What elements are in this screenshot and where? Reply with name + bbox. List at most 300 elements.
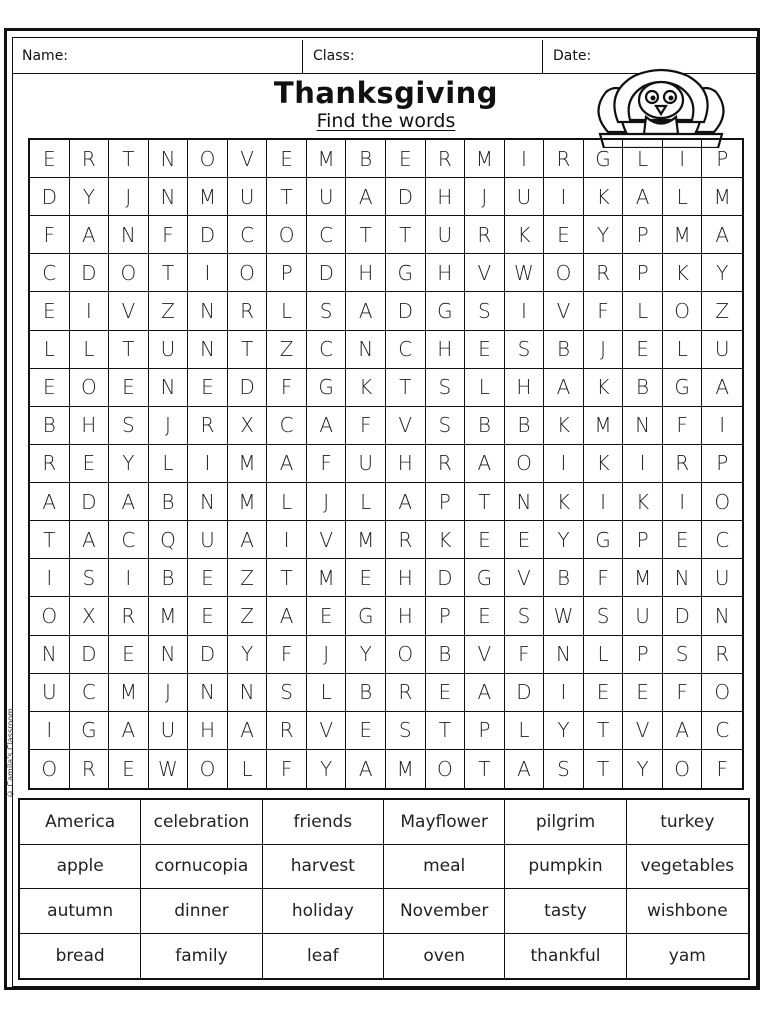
grid-letter[interactable]: E <box>109 369 149 407</box>
grid-letter[interactable]: A <box>346 750 386 788</box>
grid-letter[interactable]: V <box>386 407 426 445</box>
grid-letter[interactable]: I <box>267 521 307 559</box>
grid-letter[interactable]: L <box>307 674 347 712</box>
grid-letter[interactable]: K <box>544 407 584 445</box>
grid-letter[interactable]: N <box>544 636 584 674</box>
grid-letter[interactable]: N <box>188 483 228 521</box>
grid-letter[interactable]: I <box>544 178 584 216</box>
grid-letter[interactable]: F <box>346 407 386 445</box>
grid-letter[interactable]: N <box>346 331 386 369</box>
grid-letter[interactable]: W <box>544 597 584 635</box>
grid-letter[interactable]: N <box>149 178 189 216</box>
grid-letter[interactable]: Y <box>584 216 624 254</box>
grid-letter[interactable]: K <box>623 483 663 521</box>
grid-letter[interactable]: E <box>505 521 545 559</box>
grid-letter[interactable]: R <box>188 407 228 445</box>
grid-letter[interactable]: V <box>228 140 268 178</box>
grid-letter[interactable]: S <box>426 407 466 445</box>
grid-letter[interactable]: E <box>386 140 426 178</box>
grid-letter[interactable]: B <box>505 407 545 445</box>
grid-letter[interactable]: E <box>267 140 307 178</box>
grid-letter[interactable]: J <box>307 483 347 521</box>
grid-letter[interactable]: V <box>307 521 347 559</box>
grid-letter[interactable]: Y <box>70 178 110 216</box>
grid-letter[interactable]: B <box>426 636 466 674</box>
grid-letter[interactable]: E <box>465 597 505 635</box>
grid-letter[interactable]: E <box>465 521 505 559</box>
grid-letter[interactable]: S <box>386 712 426 750</box>
grid-letter[interactable]: L <box>663 331 703 369</box>
grid-letter[interactable]: G <box>663 369 703 407</box>
grid-letter[interactable]: R <box>386 674 426 712</box>
grid-letter[interactable]: K <box>584 445 624 483</box>
grid-letter[interactable]: T <box>109 331 149 369</box>
grid-letter[interactable]: U <box>346 445 386 483</box>
grid-letter[interactable]: M <box>228 445 268 483</box>
grid-letter[interactable]: H <box>188 712 228 750</box>
grid-letter[interactable]: P <box>623 216 663 254</box>
grid-letter[interactable]: R <box>426 140 466 178</box>
grid-letter[interactable]: M <box>307 140 347 178</box>
grid-letter[interactable]: J <box>109 178 149 216</box>
grid-letter[interactable]: C <box>307 331 347 369</box>
grid-letter[interactable]: A <box>465 674 505 712</box>
grid-letter[interactable]: N <box>149 636 189 674</box>
grid-letter[interactable]: V <box>465 636 505 674</box>
grid-letter[interactable]: I <box>544 445 584 483</box>
word-search-grid[interactable] <box>28 138 744 790</box>
grid-letter[interactable]: K <box>584 178 624 216</box>
grid-letter[interactable]: N <box>188 331 228 369</box>
grid-letter[interactable]: N <box>702 597 742 635</box>
grid-letter[interactable]: E <box>663 521 703 559</box>
grid-letter[interactable]: T <box>426 712 466 750</box>
grid-letter[interactable]: Z <box>702 292 742 330</box>
grid-letter[interactable]: A <box>267 445 307 483</box>
grid-letter[interactable]: F <box>267 369 307 407</box>
grid-letter[interactable]: E <box>307 597 347 635</box>
grid-letter[interactable]: O <box>505 445 545 483</box>
grid-letter[interactable]: V <box>465 254 505 292</box>
grid-letter[interactable]: M <box>386 750 426 788</box>
grid-letter[interactable]: I <box>663 140 703 178</box>
grid-letter[interactable]: V <box>109 292 149 330</box>
grid-letter[interactable]: O <box>426 750 466 788</box>
grid-letter[interactable]: E <box>346 559 386 597</box>
grid-letter[interactable]: V <box>623 712 663 750</box>
grid-letter[interactable]: S <box>109 407 149 445</box>
grid-letter[interactable]: A <box>228 521 268 559</box>
grid-letter[interactable]: F <box>30 216 70 254</box>
grid-letter[interactable]: I <box>505 292 545 330</box>
grid-letter[interactable]: F <box>584 559 624 597</box>
grid-letter[interactable]: Y <box>623 750 663 788</box>
grid-letter[interactable]: D <box>30 178 70 216</box>
grid-letter[interactable]: J <box>149 674 189 712</box>
grid-letter[interactable]: O <box>702 674 742 712</box>
grid-letter[interactable]: N <box>505 483 545 521</box>
grid-letter[interactable]: S <box>505 597 545 635</box>
grid-letter[interactable]: M <box>346 521 386 559</box>
grid-letter[interactable]: A <box>228 712 268 750</box>
grid-letter[interactable]: A <box>267 597 307 635</box>
grid-letter[interactable]: T <box>584 712 624 750</box>
grid-letter[interactable]: O <box>109 254 149 292</box>
grid-letter[interactable]: M <box>149 597 189 635</box>
name-field[interactable] <box>12 40 302 74</box>
grid-letter[interactable]: M <box>663 216 703 254</box>
grid-letter[interactable]: P <box>702 140 742 178</box>
grid-letter[interactable]: L <box>623 292 663 330</box>
grid-letter[interactable]: A <box>70 521 110 559</box>
grid-letter[interactable]: Z <box>228 597 268 635</box>
grid-letter[interactable]: C <box>30 254 70 292</box>
grid-letter[interactable]: N <box>109 216 149 254</box>
grid-letter[interactable]: N <box>623 407 663 445</box>
grid-letter[interactable]: U <box>623 597 663 635</box>
grid-letter[interactable]: F <box>663 407 703 445</box>
grid-letter[interactable]: D <box>188 636 228 674</box>
grid-letter[interactable]: E <box>584 674 624 712</box>
grid-letter[interactable]: I <box>188 254 228 292</box>
grid-letter[interactable]: R <box>109 597 149 635</box>
grid-letter[interactable]: G <box>70 712 110 750</box>
grid-letter[interactable]: L <box>465 369 505 407</box>
grid-letter[interactable]: V <box>505 559 545 597</box>
grid-letter[interactable]: K <box>584 369 624 407</box>
grid-letter[interactable]: A <box>702 216 742 254</box>
grid-letter[interactable]: L <box>346 483 386 521</box>
grid-letter[interactable]: U <box>505 178 545 216</box>
grid-letter[interactable]: A <box>70 216 110 254</box>
grid-letter[interactable]: S <box>584 597 624 635</box>
grid-letter[interactable]: D <box>386 178 426 216</box>
grid-letter[interactable]: E <box>70 445 110 483</box>
grid-letter[interactable]: A <box>109 712 149 750</box>
grid-letter[interactable]: S <box>663 636 703 674</box>
grid-letter[interactable]: F <box>267 750 307 788</box>
grid-letter[interactable]: F <box>307 445 347 483</box>
grid-letter[interactable]: H <box>386 597 426 635</box>
grid-letter[interactable]: L <box>663 178 703 216</box>
grid-letter[interactable]: U <box>702 559 742 597</box>
grid-letter[interactable]: L <box>584 636 624 674</box>
grid-letter[interactable]: M <box>623 559 663 597</box>
grid-letter[interactable]: E <box>30 369 70 407</box>
grid-letter[interactable]: O <box>702 483 742 521</box>
grid-letter[interactable]: B <box>346 674 386 712</box>
grid-letter[interactable]: Z <box>228 559 268 597</box>
grid-letter[interactable]: L <box>30 331 70 369</box>
grid-letter[interactable]: A <box>544 369 584 407</box>
grid-letter[interactable]: S <box>465 292 505 330</box>
grid-letter[interactable]: M <box>702 178 742 216</box>
grid-letter[interactable]: K <box>346 369 386 407</box>
grid-letter[interactable]: E <box>188 559 228 597</box>
grid-letter[interactable]: R <box>267 712 307 750</box>
grid-letter[interactable]: F <box>149 216 189 254</box>
grid-letter[interactable]: O <box>663 750 703 788</box>
grid-letter[interactable]: T <box>149 254 189 292</box>
grid-letter[interactable]: U <box>426 216 466 254</box>
grid-letter[interactable]: M <box>109 674 149 712</box>
grid-letter[interactable]: E <box>30 292 70 330</box>
grid-letter[interactable]: L <box>228 750 268 788</box>
grid-letter[interactable]: C <box>109 521 149 559</box>
grid-letter[interactable]: E <box>544 216 584 254</box>
grid-letter[interactable]: O <box>267 216 307 254</box>
grid-letter[interactable]: T <box>267 178 307 216</box>
grid-letter[interactable]: T <box>465 483 505 521</box>
grid-letter[interactable]: S <box>505 331 545 369</box>
grid-letter[interactable]: H <box>505 369 545 407</box>
grid-letter[interactable]: D <box>70 636 110 674</box>
grid-letter[interactable]: M <box>307 559 347 597</box>
grid-letter[interactable]: A <box>346 178 386 216</box>
grid-letter[interactable]: F <box>505 636 545 674</box>
grid-letter[interactable]: I <box>30 559 70 597</box>
grid-letter[interactable]: E <box>426 674 466 712</box>
grid-letter[interactable]: T <box>346 216 386 254</box>
grid-letter[interactable]: G <box>584 521 624 559</box>
grid-letter[interactable]: G <box>584 140 624 178</box>
grid-letter[interactable]: S <box>70 559 110 597</box>
grid-letter[interactable]: Y <box>544 712 584 750</box>
grid-letter[interactable]: H <box>70 407 110 445</box>
grid-letter[interactable]: K <box>505 216 545 254</box>
grid-letter[interactable]: A <box>307 407 347 445</box>
grid-letter[interactable]: E <box>188 597 228 635</box>
grid-letter[interactable]: B <box>149 559 189 597</box>
grid-letter[interactable]: H <box>426 254 466 292</box>
grid-letter[interactable]: E <box>623 674 663 712</box>
grid-letter[interactable]: I <box>188 445 228 483</box>
grid-letter[interactable]: I <box>505 140 545 178</box>
grid-letter[interactable]: T <box>30 521 70 559</box>
grid-letter[interactable]: U <box>149 331 189 369</box>
grid-letter[interactable]: L <box>623 140 663 178</box>
grid-letter[interactable]: J <box>465 178 505 216</box>
grid-letter[interactable]: D <box>663 597 703 635</box>
grid-letter[interactable]: Z <box>149 292 189 330</box>
grid-letter[interactable]: O <box>70 369 110 407</box>
grid-letter[interactable]: B <box>544 559 584 597</box>
grid-letter[interactable]: H <box>386 559 426 597</box>
grid-letter[interactable]: O <box>30 597 70 635</box>
grid-letter[interactable]: L <box>267 483 307 521</box>
grid-letter[interactable]: R <box>426 445 466 483</box>
grid-letter[interactable]: D <box>386 292 426 330</box>
grid-letter[interactable]: F <box>584 292 624 330</box>
grid-letter[interactable]: A <box>30 483 70 521</box>
grid-letter[interactable]: B <box>623 369 663 407</box>
grid-letter[interactable]: E <box>30 140 70 178</box>
grid-letter[interactable]: E <box>109 750 149 788</box>
grid-letter[interactable]: L <box>267 292 307 330</box>
grid-letter[interactable]: L <box>505 712 545 750</box>
grid-letter[interactable]: T <box>386 216 426 254</box>
grid-letter[interactable]: C <box>702 521 742 559</box>
grid-letter[interactable]: T <box>267 559 307 597</box>
grid-letter[interactable]: U <box>149 712 189 750</box>
grid-letter[interactable]: N <box>30 636 70 674</box>
grid-letter[interactable]: P <box>623 636 663 674</box>
grid-letter[interactable]: S <box>267 674 307 712</box>
grid-letter[interactable]: D <box>307 254 347 292</box>
grid-letter[interactable]: C <box>307 216 347 254</box>
grid-letter[interactable]: Q <box>149 521 189 559</box>
grid-letter[interactable]: I <box>663 483 703 521</box>
grid-letter[interactable]: D <box>70 483 110 521</box>
grid-letter[interactable]: D <box>228 369 268 407</box>
grid-letter[interactable]: C <box>386 331 426 369</box>
grid-letter[interactable]: B <box>149 483 189 521</box>
grid-letter[interactable]: A <box>386 483 426 521</box>
grid-letter[interactable]: P <box>465 712 505 750</box>
grid-letter[interactable]: R <box>544 140 584 178</box>
grid-letter[interactable]: O <box>188 750 228 788</box>
grid-letter[interactable]: L <box>149 445 189 483</box>
grid-letter[interactable]: I <box>70 292 110 330</box>
grid-letter[interactable]: Y <box>346 636 386 674</box>
grid-letter[interactable]: K <box>663 254 703 292</box>
grid-letter[interactable]: R <box>702 636 742 674</box>
grid-letter[interactable]: A <box>109 483 149 521</box>
grid-letter[interactable]: A <box>702 369 742 407</box>
grid-letter[interactable]: L <box>70 331 110 369</box>
grid-letter[interactable]: N <box>149 369 189 407</box>
grid-letter[interactable]: G <box>426 292 466 330</box>
grid-letter[interactable]: A <box>505 750 545 788</box>
grid-letter[interactable]: I <box>30 712 70 750</box>
grid-letter[interactable]: C <box>267 407 307 445</box>
grid-letter[interactable]: S <box>307 292 347 330</box>
grid-letter[interactable]: M <box>188 178 228 216</box>
grid-letter[interactable]: R <box>584 254 624 292</box>
grid-letter[interactable]: G <box>346 597 386 635</box>
grid-letter[interactable]: N <box>188 674 228 712</box>
grid-letter[interactable]: W <box>505 254 545 292</box>
grid-letter[interactable]: A <box>465 445 505 483</box>
grid-letter[interactable]: P <box>623 521 663 559</box>
grid-letter[interactable]: T <box>584 750 624 788</box>
grid-letter[interactable]: X <box>228 407 268 445</box>
grid-letter[interactable]: J <box>584 331 624 369</box>
grid-letter[interactable]: P <box>267 254 307 292</box>
grid-letter[interactable]: H <box>386 445 426 483</box>
grid-letter[interactable]: M <box>465 140 505 178</box>
grid-letter[interactable]: R <box>30 445 70 483</box>
grid-letter[interactable]: Y <box>109 445 149 483</box>
grid-letter[interactable]: A <box>346 292 386 330</box>
grid-letter[interactable]: I <box>623 445 663 483</box>
grid-letter[interactable]: T <box>109 140 149 178</box>
grid-letter[interactable]: C <box>702 712 742 750</box>
grid-letter[interactable]: O <box>663 292 703 330</box>
grid-letter[interactable]: V <box>544 292 584 330</box>
grid-letter[interactable]: Y <box>544 521 584 559</box>
grid-letter[interactable]: U <box>307 178 347 216</box>
grid-letter[interactable]: F <box>663 674 703 712</box>
grid-letter[interactable]: H <box>426 331 466 369</box>
grid-letter[interactable]: N <box>228 674 268 712</box>
grid-letter[interactable]: E <box>188 369 228 407</box>
grid-letter[interactable]: Y <box>307 750 347 788</box>
grid-letter[interactable]: K <box>426 521 466 559</box>
grid-letter[interactable]: I <box>109 559 149 597</box>
grid-letter[interactable]: R <box>465 216 505 254</box>
grid-letter[interactable]: B <box>30 407 70 445</box>
grid-letter[interactable]: M <box>228 483 268 521</box>
grid-letter[interactable]: O <box>30 750 70 788</box>
grid-letter[interactable]: E <box>623 331 663 369</box>
grid-letter[interactable]: J <box>307 636 347 674</box>
grid-letter[interactable]: S <box>426 369 466 407</box>
grid-letter[interactable]: K <box>544 483 584 521</box>
grid-letter[interactable]: J <box>149 407 189 445</box>
grid-letter[interactable]: Y <box>702 254 742 292</box>
grid-letter[interactable]: G <box>307 369 347 407</box>
grid-letter[interactable]: W <box>149 750 189 788</box>
grid-letter[interactable]: M <box>584 407 624 445</box>
grid-letter[interactable]: P <box>426 597 466 635</box>
grid-letter[interactable]: P <box>702 445 742 483</box>
grid-letter[interactable]: N <box>149 140 189 178</box>
grid-letter[interactable]: G <box>465 559 505 597</box>
grid-letter[interactable]: B <box>346 140 386 178</box>
grid-letter[interactable]: V <box>307 712 347 750</box>
grid-letter[interactable]: T <box>465 750 505 788</box>
grid-letter[interactable]: C <box>70 674 110 712</box>
grid-letter[interactable]: F <box>716 756 728 781</box>
grid-letter[interactable]: H <box>426 178 466 216</box>
grid-letter[interactable]: A <box>663 712 703 750</box>
grid-letter[interactable]: R <box>386 521 426 559</box>
grid-letter[interactable]: H <box>346 254 386 292</box>
grid-letter[interactable]: P <box>623 254 663 292</box>
grid-letter[interactable]: D <box>426 559 466 597</box>
grid-letter[interactable]: R <box>70 750 110 788</box>
grid-letter[interactable]: C <box>228 216 268 254</box>
grid-letter[interactable]: R <box>663 445 703 483</box>
grid-letter[interactable]: O <box>544 254 584 292</box>
grid-letter[interactable]: R <box>228 292 268 330</box>
grid-letter[interactable]: U <box>702 331 742 369</box>
grid-letter[interactable]: I <box>702 407 742 445</box>
grid-letter[interactable]: D <box>505 674 545 712</box>
class-field[interactable] <box>302 40 542 74</box>
grid-letter[interactable]: A <box>623 178 663 216</box>
grid-letter[interactable]: Z <box>267 331 307 369</box>
grid-letter[interactable]: S <box>544 750 584 788</box>
grid-letter[interactable]: U <box>228 178 268 216</box>
grid-letter[interactable]: D <box>188 216 228 254</box>
grid-letter[interactable]: F <box>267 636 307 674</box>
grid-letter[interactable]: Y <box>228 636 268 674</box>
grid-letter[interactable]: U <box>188 521 228 559</box>
grid-letter[interactable]: U <box>30 674 70 712</box>
grid-letter[interactable]: N <box>188 292 228 330</box>
grid-letter[interactable]: I <box>544 674 584 712</box>
grid-letter[interactable]: O <box>386 636 426 674</box>
grid-letter[interactable]: B <box>544 331 584 369</box>
grid-letter[interactable]: T <box>228 331 268 369</box>
grid-letter[interactable]: E <box>346 712 386 750</box>
grid-letter[interactable]: O <box>228 254 268 292</box>
grid-letter[interactable]: N <box>663 559 703 597</box>
grid-letter[interactable]: P <box>426 483 466 521</box>
grid-letter[interactable]: X <box>70 597 110 635</box>
